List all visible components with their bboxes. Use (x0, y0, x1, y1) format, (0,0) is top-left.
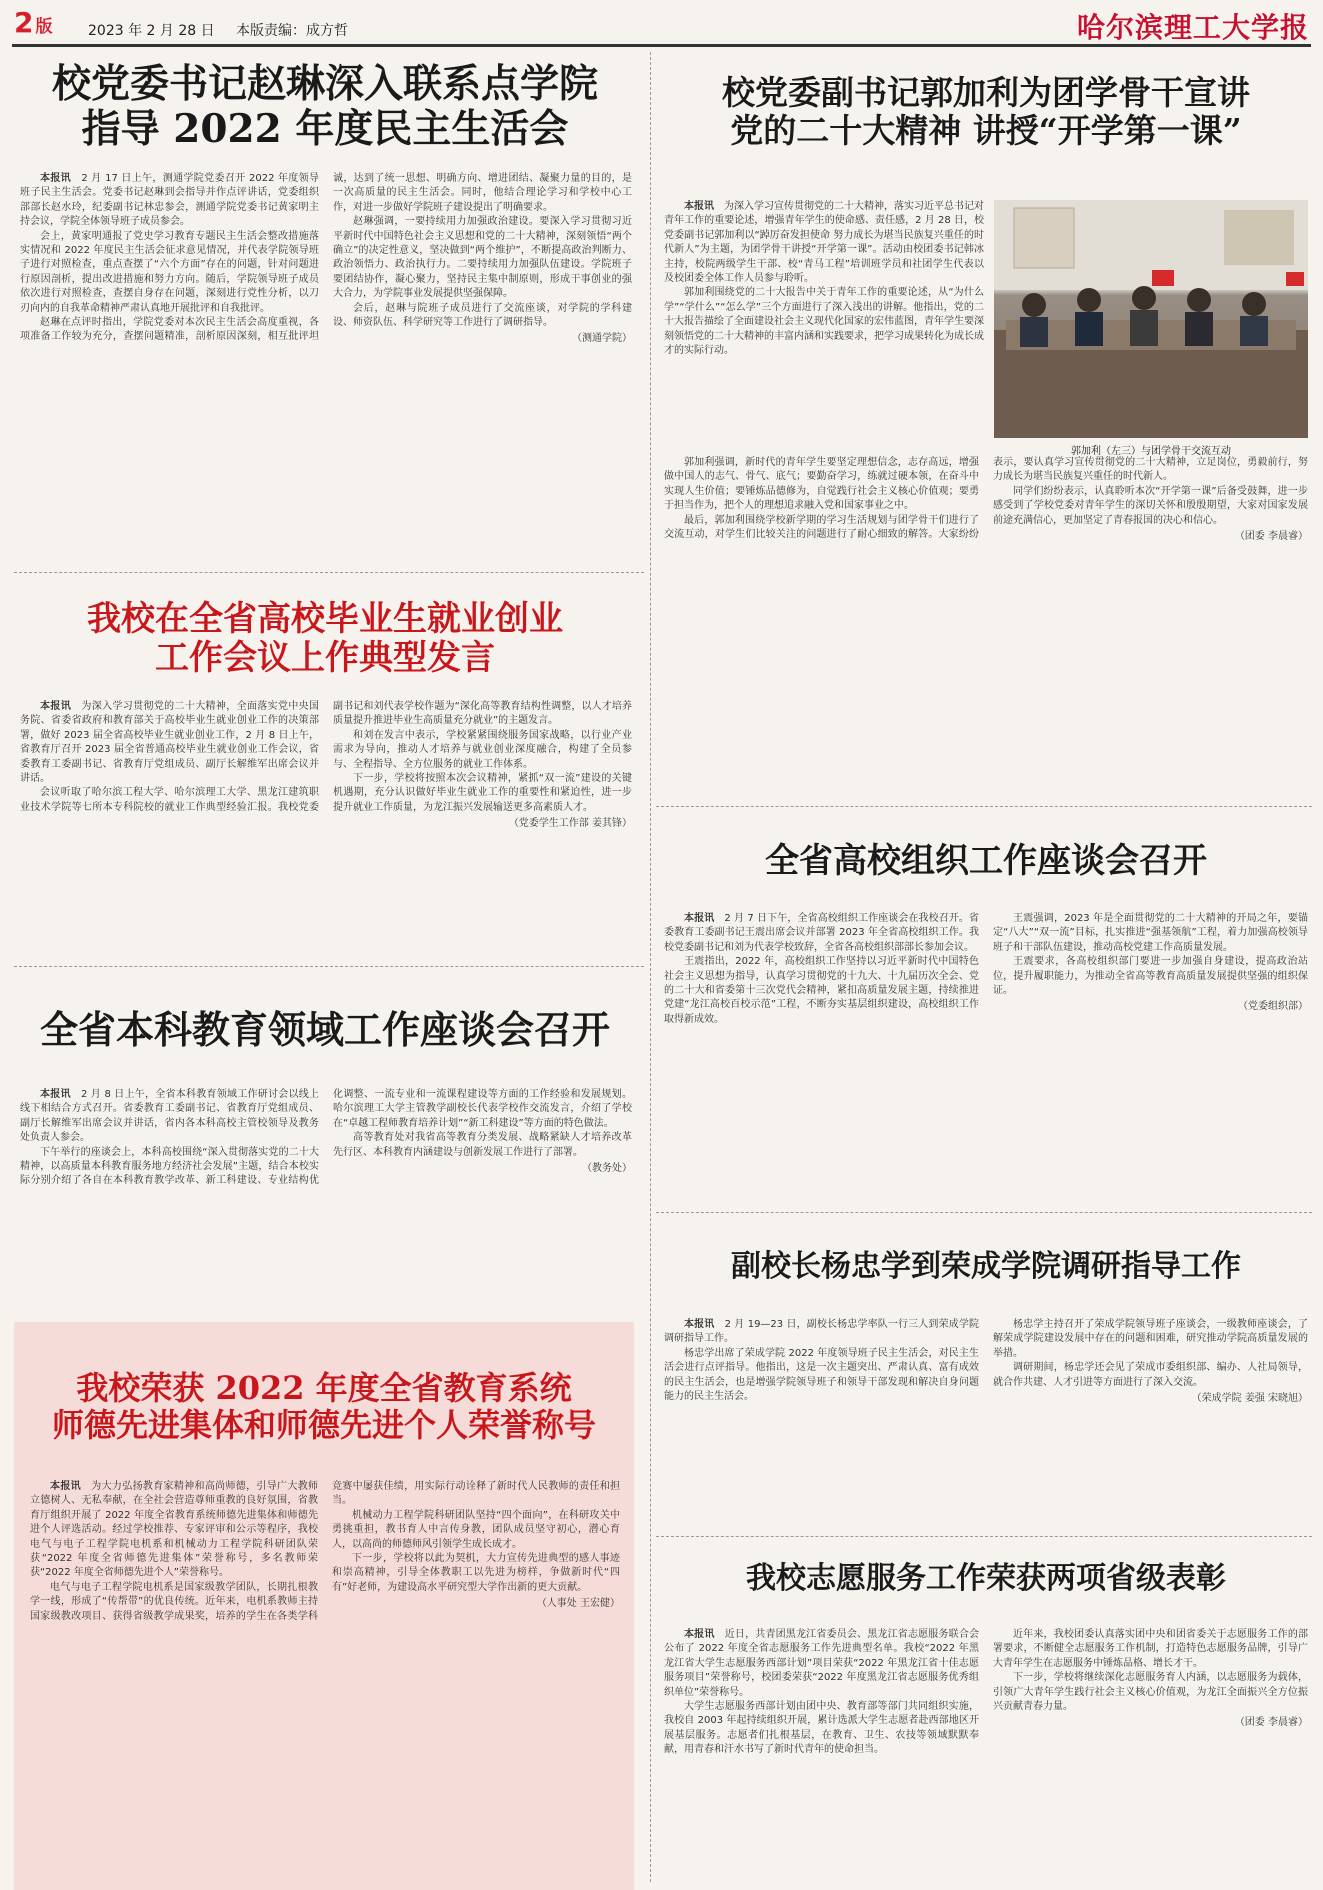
article-6-body: 本报讯 2 月 7 日下午，全省高校组织工作座谈会在我校召开。省委教育工委副书记王震出席会议并部署 2023 年全省高校组织工作。我校党委副书记和刘为代表学校致辞，全省各高校组织部部长参加会议。 王震指出，2022 年，高校组织工作坚持以习近平新时代中国特色社会主义思想为指导，认真学习贯彻党的十九大、十九届历次全会、党的二十大和省委第十三次党代会精神，紧扣高质量发展主题，持续推进党建“龙江高校百校示范”工程，不断夯实基层组织建设，高校组织工作取得新成效。 王震强调，2023 年是全面贯彻党的二十大精神的开局之年，要锚定“八大”“双一流”目标，扎实推进“强基领航”工程，着力加强高校领导班子和干部队伍建设，推动高校党建工作高质量发展。 王震要求，各高校组织部门要进一步加强自身建设，提高政治站位，提升履职能力，为推动全省高等教育高质量发展提供坚强的组织保证。 （党委组织部） (664, 913, 1308, 1025)
article-5-body-part2: 郭加利强调，新时代的青年学生要坚定理想信念，志存高远，增强做中国人的志气、骨气、底气；要勤奋学习，练就过硬本领，在奋斗中实现人生价值；要锤炼品德修为，自觉践行社会主义核心价值观；要勇于担当作为，把个人的理想追求融入党和国家事业之中。 最后，郭加利围绕学校新学期的学习生活规划与团学骨干们进行了交流互动，对学生们比较关注的问题进行了耐心细致的解答。大家纷纷表示，要认真学习宣传贯彻党的二十大精神，立足岗位，勇毅前行，努力成长为堪当民族复兴重任的时代新人。 同学们纷纷表示，认真聆听本次“开学第一课”后备受鼓舞，进一步感受到了学校党委对青年学生的深切关怀和殷殷期望，大家对国家发展前途充满信心，更加坚定了青春报国的决心和信心。 （团委 李晨睿） (664, 457, 1308, 543)
article-8-title: 我校志愿服务工作荣获两项省级表彰 (746, 1561, 1226, 1596)
photo-caption: 郭加利（左三）与团学骨干交流互动 (1071, 446, 1231, 457)
article-4-title: 我校荣获 2022 年度全省教育系统 师德先进集体和师德先进个人荣誉称号 (51, 1369, 596, 1444)
separator (656, 1212, 1312, 1213)
article-6-title: 全省高校组织工作座谈会召开 (765, 841, 1207, 881)
article-7-body: 本报讯 2 月 19—23 日，副校长杨忠学率队一行三人到荣成学院调研指导工作。 杨忠学出席了荣成学院 2022 年度领导班子民主生活会，对民主生活会进行点评指导。他指出，这是一次主题突出、严肃认真、富有成效的民主生活会，也是增强学院领导班子和领导干部发现和解决自身问题能力的民主生活会。 杨忠学主持召开了荣成学院领导班子座谈会，一级教师座谈会，了解荣成学院建设发展中存在的问题和困难，研究推动学院高质量发展的举措。 调研期间，杨忠学还会见了荣成市委组织部、编办、人社局领导，就合作共建、人才引进等方面进行了深入交流。 （荣成学院 姜强 宋晓旭） (664, 1319, 1308, 1405)
article-5-body-part1: 本报讯 为深入学习宣传贯彻党的二十大精神，落实习近平总书记对青年工作的重要论述，增强青年学生的使命感、责任感，2 月 28 日，校党委副书记郭加利以“踔厉奋发担使命 努力成长为堪当民族复兴重任的时代新人”为主题，为团学骨干讲授“开学第一课”。活动由校团委书记韩冰主持，校院两级学生干部、校“青马工程”培训班学员和社团学生代表以及校团委全体工作人员参与聆听。 郭加利围绕党的二十大报告中关于青年工作的重要论述，从“为什么学”“学什么”“怎么学”三个方面进行了深入浅出的讲解。他指出，党的二十大报告描绘了全面建设社会主义现代化国家的宏伟蓝图，青年学生要深刻领悟党的二十大精神的丰富内涵和实践要求，把学习成果转化为成长成才的实际行动。 (664, 201, 984, 357)
article-2-title: 我校在全省高校毕业生就业创业 工作会议上作典型发言 (87, 599, 563, 679)
article-2-body: 本报讯 为深入学习贯彻党的二十大精神，全面落实党中央国务院、省委省政府和教育部关于高校毕业生就业创业工作的决策部署，做好 2023 届全省高校毕业生就业创业工作，2 月 8 日上午，省教育厅召开 2023 届全省普通高校毕业生就业创业工作会议，省委教育工委副书记、省教育厅党组成员、副厅长解维军出席会议并讲话。 会议听取了哈尔滨工程大学、哈尔滨理工大学、黑龙江建筑职业技术学院等七所本专科院校的就业工作典型经验汇报。我校党委副书记和刘代表学校作题为“深化高等教育结构性调整，以人才培养质量提升推进毕业生高质量充分就业”的主题发言。 和刘在发言中表示，学校紧紧围绕服务国家战略，以行业产业需求为导向，推动人才培养与就业创业深度融合，构建了全员参与、全程指导、全方位服务的就业工作体系。 下一步，学校将按照本次会议精神，紧抓“双一流”建设的关键机遇期，充分认识做好毕业生就业工作的重要性和紧迫性，进一步提升就业工作质量，为龙江振兴发展输送更多高素质人才。 （党委学生工作部 姜其锋） (20, 701, 632, 830)
article-8-body: 本报讯 近日，共青团黑龙江省委员会、黑龙江省志愿服务联合会公布了 2022 年度全省志愿服务工作先进典型名单。我校“2022 年黑龙江省大学生志愿服务西部计划”项目荣获“2022 年黑龙江省十佳志愿服务项目”荣誉称号，校团委荣获“2022 年度黑龙江省志愿服务优秀组织单位”荣誉称号。 大学生志愿服务西部计划由团中央、教育部等部门共同组织实施，我校自 2003 年起持续组织开展，累计选派大学生志愿者赴西部地区开展基层服务。志愿者们扎根基层，在教育、卫生、农技等领域默默奉献，用青春和汗水书写了新时代青年的使命担当。 近年来，我校团委认真落实团中央和团省委关于志愿服务工作的部署要求，不断健全志愿服务工作机制，打造特色志愿服务品牌，引导广大青年学生在志愿服务中锤炼品格、增长才干。 下一步，学校将继续深化志愿服务育人内涵，以志愿服务为载体，引领广大青年学生践行社会主义核心价值观，为龙江全面振兴全方位振兴贡献青春力量。 （团委 李晨睿） (664, 1629, 1308, 1756)
article-5-photo (994, 200, 1308, 438)
issue-date: 2023 年 2 月 28 日 (88, 23, 215, 39)
header-rule (12, 44, 1311, 47)
article-5-title: 校党委副书记郭加利为团学骨干宣讲 党的二十大精神 讲授“开学第一课” (722, 73, 1250, 150)
separator (656, 1536, 1312, 1537)
article-4-body: 本报讯 为大力弘扬教育家精神和高尚师德，引导广大教师立德树人、无私奉献，在全社会营造尊师重教的良好氛围，省教育厅组织开展了 2022 年度全省教育系统师德先进集体和师德先进个人评选活动。经过学校推荐、专家评审和公示等程序，我校电气与电子工程学院电机系和机械动力工程学院科研团队荣获“2022 年度全省师德先进集体”荣誉称号，多名教师荣获“2022 年度全省师德先进个人”荣誉称号。 电气与电子工程学院电机系是国家级教学团队，长期扎根教学一线，形成了“传帮带”的优良传统。近年来，电机系教师主持国家级教改项目、获得省级教学成果奖，培养的学生在各类学科竞赛中屡获佳绩，用实际行动诠释了新时代人民教师的责任和担当。 机械动力工程学院科研团队坚持“四个面向”，在科研攻关中勇挑重担，教书育人中言传身教，团队成员坚守初心，潜心育人，以高尚的师德师风引领学生成长成才。 下一步，学校将以此为契机，大力宣传先进典型的感人事迹和崇高精神，引导全体教职工以先进为榜样，争做新时代“四有”好老师，为建设高水平研究型大学作出新的更大贡献。 （人事处 王宏健） (30, 1481, 620, 1622)
page-number: 2 版 (14, 6, 53, 39)
page-header (0, 0, 1323, 44)
meeting-photo-illustration (994, 200, 1308, 438)
column-divider (650, 52, 651, 1882)
article-7-title: 副校长杨忠学到荣成学院调研指导工作 (731, 1249, 1241, 1284)
masthead: 哈尔滨理工大学报 (1076, 11, 1309, 44)
separator (656, 806, 1312, 807)
article-1-body: 本报讯 2 月 17 日上午，测通学院党委召开 2022 年度领导班子民主生活会。党委书记赵琳到会指导并作点评讲话，党委组织部部长赵水玲，纪委副书记林忠参会，测通学院党委书记黄家明主持会议，学院全体领导班子成员参会。 会上，黄家明通报了党史学习教育专题民主生活会整改措施落实情况和 2022 年度民主生活会征求意见情况，并代表学院领导班子进行对照检查，重点查摆了“六个方面”存在的问题，针对问题进行原因剖析，提出改进措施和努力方向。随后，学院领导班子成员依次进行对照检查，查摆自身存在问题，深刻进行党性分析，以刀刃向内的自我革命精神严肃认真地开展批评和自我批评。 赵琳在点评时指出，学院党委对本次民主生活会高度重视，各项准备工作较为充分，查摆问题精准，剖析原因深刻，相互批评坦诚，达到了统一思想、明确方向、增进团结、凝聚力量的目的，是一次高质量的民主生活会。同时，他结合理论学习和学校中心工作，对进一步做好学院班子建设提出了明确要求。 赵琳强调，一要持续用力加强政治建设。要深入学习贯彻习近平新时代中国特色社会主义思想和党的二十大精神，深刻领悟“两个确立”的决定性意义，坚决做到“两个维护”，不断提高政治判断力、政治领悟力、政治执行力。二要持续用力加强队伍建设。学院班子要团结协作，凝心聚力，坚持民主集中制原则，形成干事创业的强大合力，为学院事业发展提供坚强保障。 会后，赵琳与院班子成员进行了交流座谈，对学院的学科建设、师资队伍、科学研究等工作进行了调研指导。 （测通学院） (20, 173, 632, 345)
page-editor: 本版责编：成方哲 (236, 23, 348, 39)
article-3-body: 本报讯 2 月 8 日上午，全省本科教育领域工作研讨会以线上线下相结合方式召开。省委教育工委副书记、省教育厅党组成员、副厅长解维军出席会议并讲话，省内各本科高校主管校领导及教务处负责人参会。 下午举行的座谈会上，本科高校围绕“深入贯彻落实党的二十大精神，以高质量本科教育服务地方经济社会发展”主题，结合本校实际分别介绍了各自在本科教育教学改革、新工科建设、专业结构优化调整、一流专业和一流课程建设等方面的工作经验和发展规划。哈尔滨理工大学主管教学副校长代表学校作交流发言，介绍了学校在“卓越工程师教育培养计划”“新工科建设”等方面的特色做法。 高等教育处对我省高等教育分类发展、战略紧缺人才培养改革先行区、本科教育内涵建设与创新发展工作进行了部署。 （教务处） (20, 1089, 632, 1187)
separator (14, 572, 644, 573)
separator (14, 966, 644, 967)
article-1-title: 校党委书记赵琳深入联系点学院 指导 2022 年度民主生活会 (51, 61, 598, 152)
article-3-title: 全省本科教育领域工作座谈会召开 (39, 1007, 610, 1052)
